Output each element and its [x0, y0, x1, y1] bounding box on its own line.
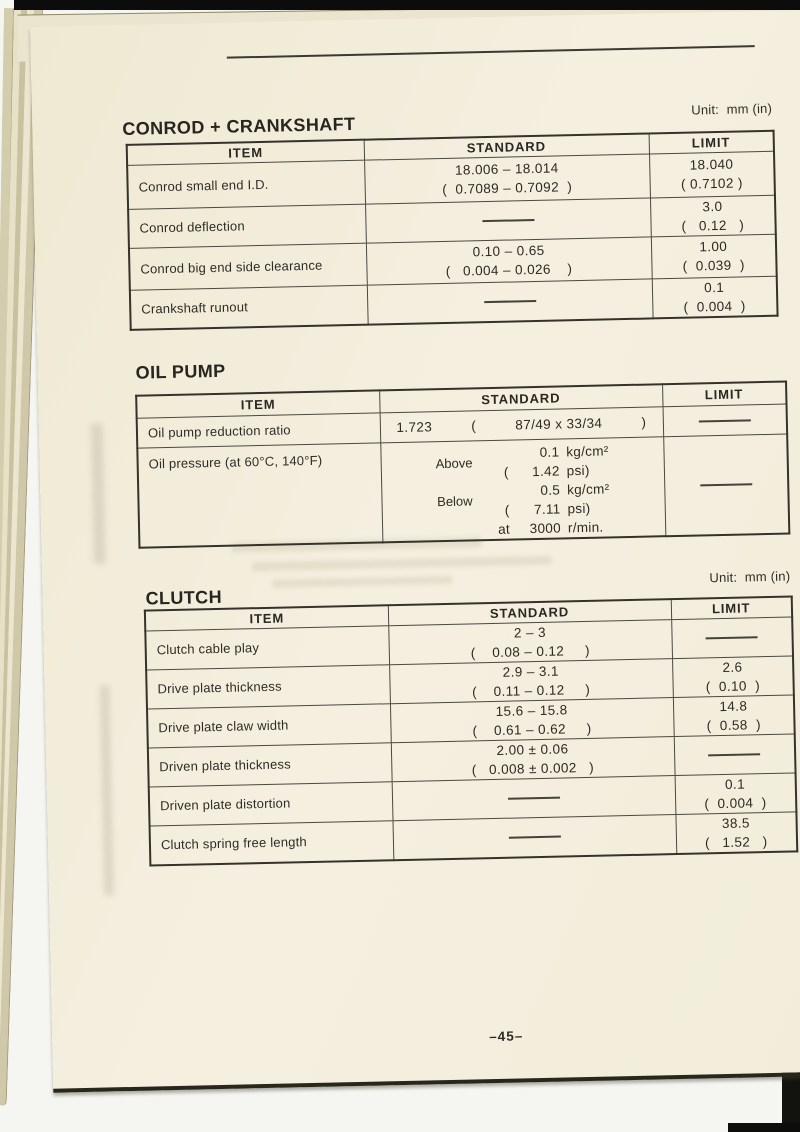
standard-value: [367, 278, 653, 324]
standard-value: [392, 775, 676, 820]
pressure-values: 0.1 kg/cm² ( 1.42 psi) 0.5 kg/cm² ( 7.11 psi) at 3000 r/min.: [497, 442, 610, 537]
header-rule: [227, 45, 755, 59]
column-header-limit: LIMIT: [662, 382, 786, 407]
item-label: Driven plate thickness: [148, 742, 392, 786]
item-label: Conrod deflection: [128, 204, 366, 248]
no-value-dash: [706, 637, 758, 640]
column-header-standard: STANDARD: [379, 384, 662, 412]
below-label: Below: [437, 492, 473, 509]
item-label: Oil pressure (at 60°C, 140°F): [137, 442, 382, 547]
no-value-dash: [508, 836, 560, 839]
reduction-ratio: [396, 414, 646, 434]
column-header-limit: LIMIT: [671, 596, 792, 619]
conrod-crankshaft-table: [126, 130, 779, 331]
limit-value: 38.5 ( 1.52 ): [675, 811, 797, 853]
section-title-conrod-crankshaft: CONROD + CRANKSHAFT: [122, 113, 356, 139]
oil-pressure-spec: [381, 437, 665, 541]
no-value-dash: [482, 219, 534, 222]
limit-value: [663, 404, 788, 437]
column-header-item: ITEM: [136, 390, 379, 417]
item-label: Conrod big end side clearance: [129, 243, 367, 290]
close-paren: ): [641, 414, 647, 430]
item-label: Oil pump reduction ratio: [137, 412, 381, 447]
standard-value: 2 – 3 ( 0.08 – 0.12 ): [388, 619, 672, 664]
limit-value: 18.040 ( 0.7102 ): [649, 151, 775, 198]
item-label: Drive plate claw width: [147, 703, 391, 747]
column-header-standard: STANDARD: [364, 133, 649, 159]
standard-value: 2.00 ± 0.06 ( 0.008 ± 0.002 ): [391, 736, 675, 781]
section-title-oil-pump: OIL PUMP: [135, 360, 226, 383]
pressure-condition-labels: [435, 444, 474, 540]
open-paren: (: [471, 417, 477, 433]
scan-smudge: [99, 685, 114, 895]
standard-value: [380, 436, 665, 542]
standard-value: 15.6 – 15.8 ( 0.61 – 0.62 ): [390, 697, 674, 742]
no-value-dash: [508, 797, 560, 800]
scanner-bottom-edge: [728, 1123, 800, 1132]
scanner-top-edge: [14, 0, 800, 10]
no-value-dash: [699, 419, 751, 422]
item-label: Drive plate thickness: [146, 664, 390, 708]
no-value-dash: [708, 754, 760, 757]
page-number: –45–: [489, 1028, 524, 1045]
item-label: Crankshaft runout: [130, 285, 368, 330]
limit-value: 1.00 ( 0.039 ): [651, 234, 777, 279]
item-label: Driven plate distortion: [149, 781, 393, 825]
section-title-clutch: CLUTCH: [145, 586, 223, 609]
ratio-fraction: 87/49 x 33/34: [515, 415, 603, 432]
limit-value: 3.0 ( 0.12 ): [650, 195, 776, 237]
standard-value: [392, 814, 676, 860]
no-value-dash: [700, 484, 752, 487]
oil-pump-table: [135, 381, 790, 549]
limit-value: [663, 434, 789, 536]
manual-page: [30, 9, 800, 1093]
item-label: Clutch cable play: [145, 625, 389, 669]
unit-label: Unit: mm (in): [691, 100, 773, 118]
table-row: [137, 434, 789, 548]
column-header-standard: STANDARD: [388, 599, 671, 625]
item-label: Conrod small end I.D.: [127, 160, 365, 209]
limit-value: 0.1 ( 0.004 ): [652, 276, 778, 318]
ink-bleedthrough: [272, 576, 452, 588]
column-header-item: ITEM: [127, 140, 364, 165]
standard-value: 18.006 – 18.014 ( 0.7089 – 0.7092 ): [364, 153, 650, 203]
limit-value: [671, 616, 793, 658]
limit-value: 0.1 ( 0.004 ): [675, 772, 797, 814]
standard-value: [365, 197, 651, 242]
limit-value: 2.6 ( 0.10 ): [672, 655, 794, 697]
above-label: Above: [435, 454, 473, 471]
ink-bleedthrough: [252, 556, 552, 572]
column-header-limit: LIMIT: [649, 131, 774, 154]
scan-smudge: [91, 423, 106, 563]
ratio-value: 1.723: [396, 418, 433, 435]
no-value-dash: [484, 300, 536, 303]
standard-value: 0.10 – 0.65 ( 0.004 – 0.026 ): [366, 236, 652, 284]
standard-value: 2.9 – 3.1 ( 0.11 – 0.12 ): [389, 658, 673, 703]
clutch-table: [144, 595, 798, 866]
limit-value: 14.8 ( 0.58 ): [673, 694, 795, 736]
column-header-item: ITEM: [145, 605, 388, 630]
item-label: Clutch spring free length: [150, 820, 394, 865]
unit-label: Unit: mm (in): [709, 568, 791, 586]
limit-value: [674, 733, 796, 775]
